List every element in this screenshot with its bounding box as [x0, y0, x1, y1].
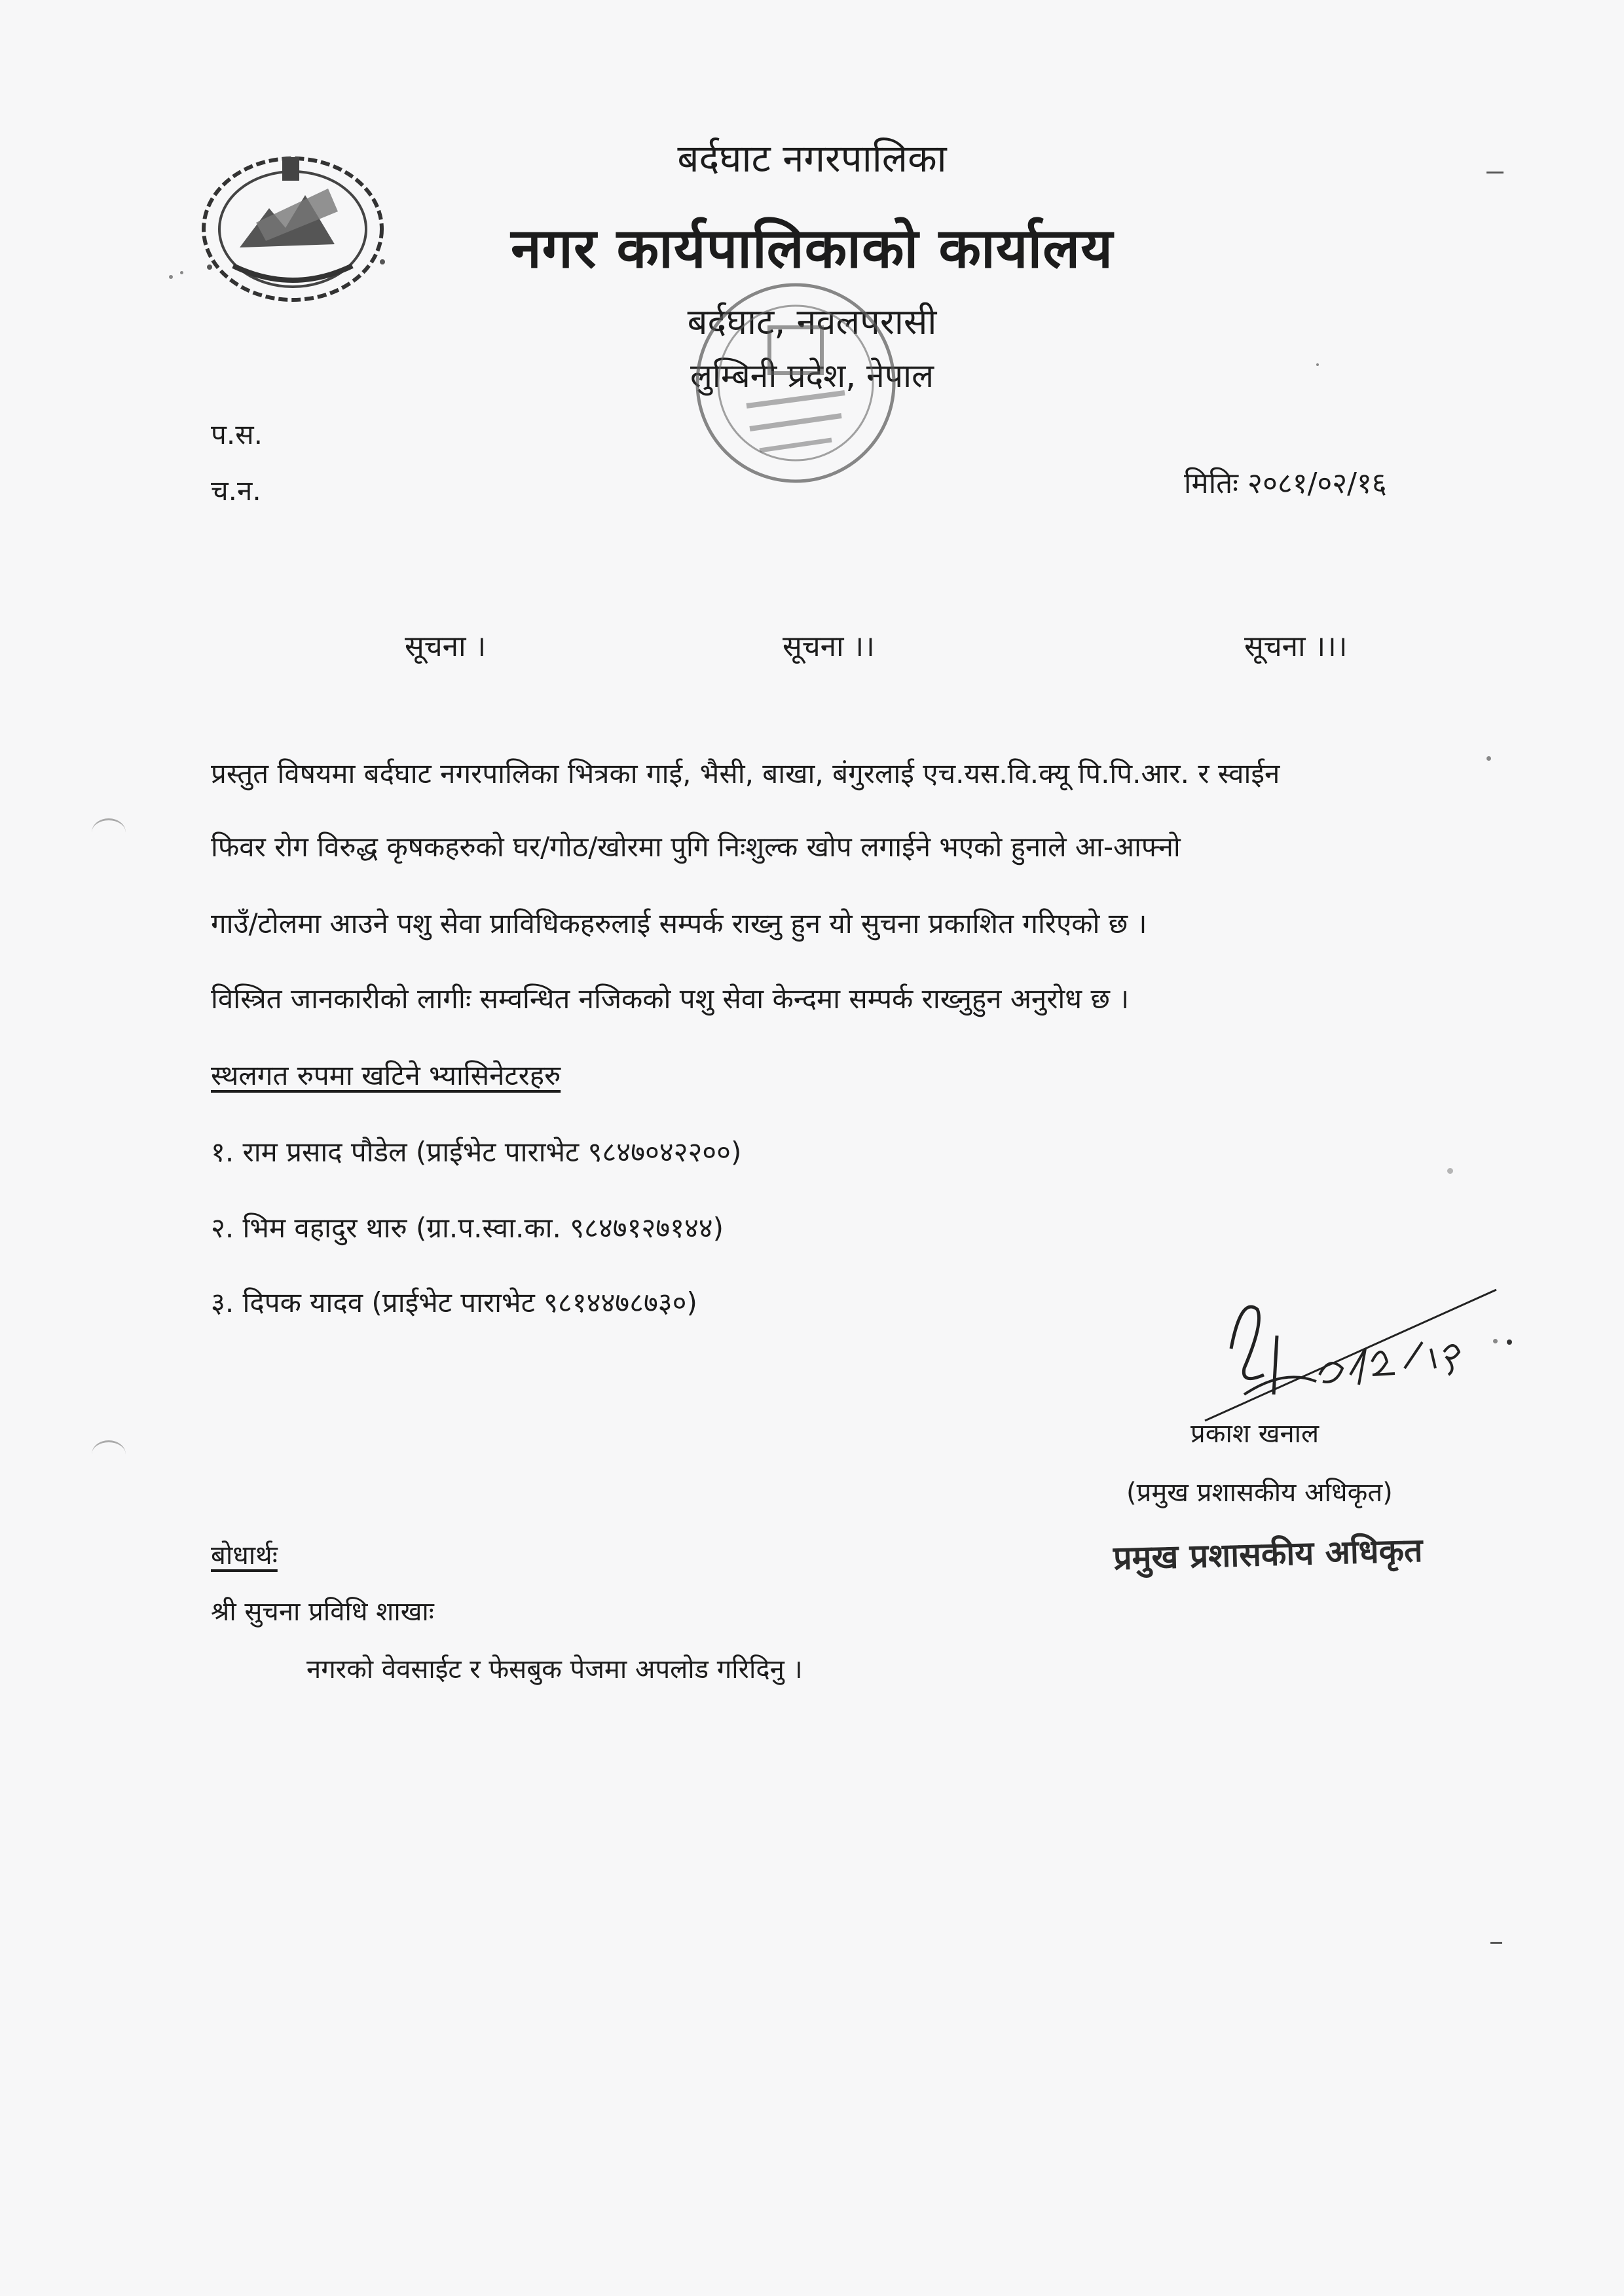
office-place: बर्दघाट, नवलपरासी	[687, 301, 937, 342]
chalani-number-label: च.न.	[211, 475, 261, 507]
scan-speck	[1493, 1339, 1498, 1343]
margin-tick	[1490, 1942, 1502, 1944]
notice-title-1: सूचना ।	[405, 630, 487, 663]
vaccinator-item: २. भिम वहादुर थारु (ग्रा.प.स्वा.का. ९८४७१२७१४४)	[211, 1212, 724, 1244]
scan-speck	[180, 271, 183, 274]
margin-tick	[1486, 172, 1504, 173]
vaccinators-heading: स्थलगत रुपमा खटिने भ्यासिनेटरहरु	[211, 1059, 561, 1091]
municipality-name: बर्दघाट नगरपालिका	[677, 136, 947, 181]
notice-title-3: सूचना ।।।	[1244, 630, 1348, 663]
cc-heading: बोधार्थः	[211, 1540, 278, 1571]
vaccinator-item: १. राम प्रसाद पौडेल (प्राईभेट पाराभेट ९८४७०४२२००)	[211, 1136, 742, 1168]
signatory-name: प्रकाश खनाल	[1190, 1419, 1320, 1449]
office-title: नगर कार्यपालिकाको कार्यालय	[511, 216, 1113, 280]
designation-stamp: प्रमुख प्रशासकीय अधिकृत	[1113, 1531, 1424, 1578]
office-seal-stamp-icon	[688, 275, 904, 491]
notice-title-2: सूचना ।।	[783, 630, 875, 663]
cc-message: नगरको वेवसाईट र फेसबुक पेजमा अपलोड गरिदिनु ।	[306, 1654, 803, 1685]
body-line-2: फिवर रोग विरुद्ध कृषकहरुको घर/गोठ/खोरमा पुगि निःशुल्क खोप लगाईने भएको हुनाले आ-आफ्नो	[211, 831, 1181, 863]
signatory-title: (प्रमुख प्रशासकीय अधिकृत)	[1126, 1478, 1393, 1508]
punch-hole-mark	[92, 1440, 126, 1468]
vaccinator-item: ३. दिपक यादव (प्राईभेट पाराभेट ९८१४४७८७३०)	[211, 1286, 697, 1319]
scan-speck	[169, 275, 173, 279]
body-line-4: विस्त्रित जानकारीको लागीः सम्वन्धित नजिकको पशु सेवा केन्दमा सम्पर्क राख्नुहुन अनुरोध छ ।	[211, 983, 1130, 1015]
patra-sankhya-label: प.स.	[211, 418, 263, 450]
scan-speck	[1486, 756, 1491, 761]
punch-hole-mark	[92, 818, 126, 847]
letter-date: मितिः २०८१/०२/१६	[1184, 467, 1387, 500]
office-country: लुम्बिनी प्रदेश, नेपाल	[690, 357, 934, 395]
body-line-1: प्रस्तुत विषयमा बर्दघाट नगरपालिका भित्रका गाई, भैसी, बाखा, बंगुरलाई एच.यस.वि.क्यू पि.पि.आर. र स्वाईन	[211, 757, 1280, 790]
cc-recipient: श्री सुचना प्रविधि शाखाः	[211, 1597, 434, 1627]
scan-speck	[1316, 363, 1319, 366]
body-line-3: गाउँ/टोलमा आउने पशु सेवा प्राविधिकहरुलाई सम्पर्क राख्नु हुन यो सुचना प्रकाशित गरिएको छ ।	[211, 907, 1147, 939]
scan-speck	[1447, 1168, 1453, 1174]
